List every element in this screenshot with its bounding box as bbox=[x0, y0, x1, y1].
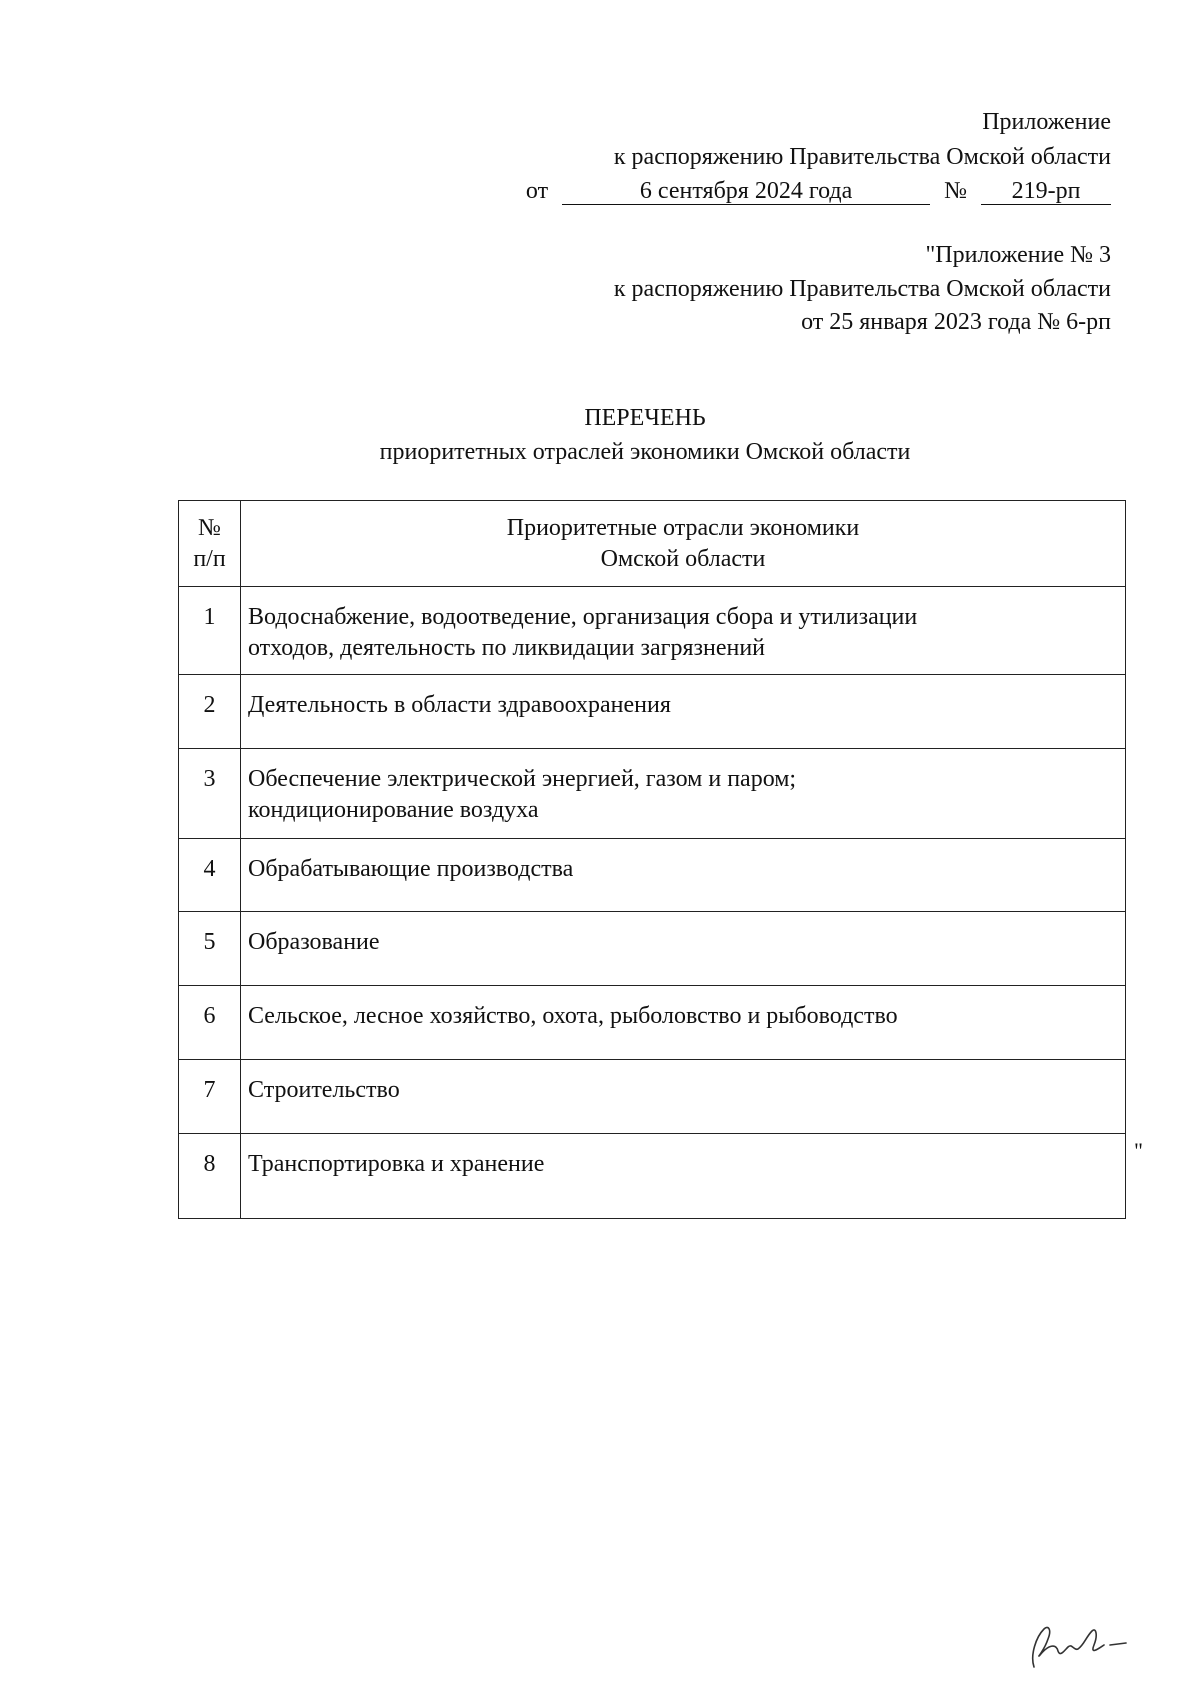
table-row bbox=[179, 749, 1126, 839]
document-title: ПЕРЕЧЕНЬ bbox=[584, 405, 706, 431]
row-number: 7 bbox=[179, 1060, 241, 1134]
table-row bbox=[179, 675, 1126, 749]
sector-name bbox=[241, 839, 1126, 912]
sector-name bbox=[241, 1060, 1126, 1134]
column-header-sector-line1: Приоритетные отрасли экономики bbox=[506, 515, 860, 541]
column-header-sector bbox=[241, 501, 1126, 587]
order-number-field: 219-рп bbox=[981, 178, 1111, 205]
order-date-number-line bbox=[526, 176, 1111, 206]
appendix-3-label: "Приложение № 3 bbox=[925, 242, 1111, 268]
row-number: 2 bbox=[179, 675, 241, 749]
column-header-number bbox=[179, 501, 241, 587]
original-order-reference: к распоряжению Правительства Омской области bbox=[613, 276, 1111, 302]
sector-name bbox=[241, 587, 1126, 675]
sector-name bbox=[241, 1134, 1126, 1219]
date-prefix: от bbox=[525, 178, 549, 204]
table-header-row bbox=[179, 501, 1126, 587]
sector-name-line: кондиционирование воздуха bbox=[248, 797, 539, 823]
order-date-field: 6 сентября 2024 года bbox=[562, 178, 930, 205]
sector-name-line: Обеспечение электрической энергией, газом и паром; bbox=[248, 766, 797, 792]
sector-name bbox=[241, 675, 1126, 749]
sector-name bbox=[241, 986, 1126, 1060]
sector-name-line: Образование bbox=[248, 929, 380, 955]
row-number: 1 bbox=[179, 587, 241, 675]
original-order-date-number: от 25 января 2023 года № 6-рп bbox=[801, 309, 1111, 335]
column-header-sector-line2: Омской области bbox=[600, 546, 766, 572]
sector-name-line: Сельское, лесное хозяйство, охота, рыболовство и рыбоводство bbox=[248, 1003, 898, 1029]
table-row bbox=[179, 986, 1126, 1060]
sector-name-line: Транспортировка и хранение bbox=[248, 1151, 545, 1177]
row-number: 4 bbox=[179, 839, 241, 912]
sector-name-line: отходов, деятельность по ликвидации загрязнений bbox=[248, 635, 766, 661]
table-row bbox=[179, 1060, 1126, 1134]
row-number: 8 bbox=[179, 1134, 241, 1219]
row-number: 3 bbox=[179, 749, 241, 839]
sector-name bbox=[241, 749, 1126, 839]
sector-name-line: Строительство bbox=[248, 1077, 400, 1103]
number-sign: № bbox=[944, 178, 967, 204]
column-header-number-line1: № bbox=[198, 515, 221, 541]
table-row bbox=[179, 587, 1126, 675]
column-header-number-line2: п/п bbox=[193, 546, 226, 572]
sector-name-line: Водоснабжение, водоотведение, организация сбора и утилизации bbox=[248, 604, 918, 630]
table-row bbox=[179, 912, 1126, 986]
document-subtitle: приоритетных отраслей экономики Омской области bbox=[379, 439, 911, 465]
row-number: 5 bbox=[179, 912, 241, 986]
sector-name bbox=[241, 912, 1126, 986]
table-row bbox=[179, 839, 1126, 912]
priority-sectors-table bbox=[178, 500, 1126, 1219]
row-number: 6 bbox=[179, 986, 241, 1060]
sector-name-line: Обрабатывающие производства bbox=[248, 856, 574, 882]
appendix-label: Приложение bbox=[982, 109, 1111, 135]
order-reference: к распоряжению Правительства Омской области bbox=[613, 144, 1111, 170]
sector-name-line: Деятельность в области здравоохранения bbox=[248, 692, 671, 718]
table-row bbox=[179, 1134, 1126, 1219]
handwritten-signature bbox=[1026, 1615, 1136, 1675]
closing-quote-mark: " bbox=[1134, 1138, 1143, 1163]
